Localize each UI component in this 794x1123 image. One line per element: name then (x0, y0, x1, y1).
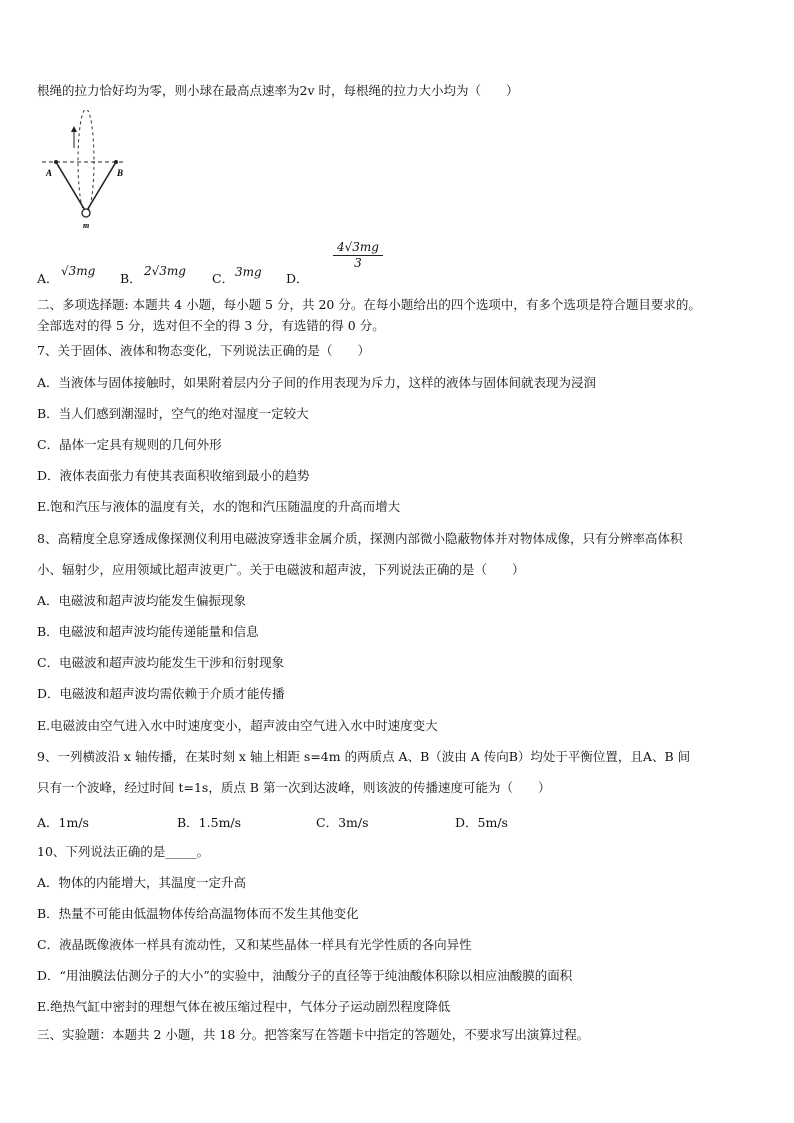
q9-stem-line2: 只有一个波峰，经过时间 t=1s，质点 B 第一次到达波峰，则该波的传播速度可能为（ ） (37, 780, 551, 795)
q9-option-d: D．5m/s (455, 815, 508, 830)
q8-stem-line1: 8、高精度全息穿透成像探测仪利用电磁波穿透非金属介质，探测内部微小隐蔽物体并对物体成像，只有分辨率高体积 (37, 531, 683, 546)
q6-option-d-letter: D． (286, 271, 309, 286)
q6-options (37, 240, 397, 286)
q6-option-c-letter: C． (212, 271, 235, 286)
q8-option-a: A．电磁波和超声波均能发生偏振现象 (37, 593, 247, 608)
q9-option-b: B．1.5m/s (177, 815, 242, 830)
q7-option-c: C．晶体一定具有规则的几何外形 (37, 437, 222, 452)
q8-option-d: D．电磁波和超声波均需依赖于介质才能传播 (37, 686, 285, 701)
q6-option-b-math: 2√3mg (144, 264, 186, 278)
q8-option-c: C．电磁波和超声波均能发生干涉和衍射现象 (37, 655, 285, 670)
q6-option-d-fraction (333, 240, 383, 270)
q10-option-a: A．物体的内能增大，其温度一定升高 (37, 875, 247, 890)
q6-option-a-math: √3mg (61, 264, 96, 278)
q10-option-d: D．“用油膜法估测分子的大小”的实验中，油酸分子的直径等于纯油酸体积除以相应油酸膜的面积 (37, 968, 573, 983)
rope-a (56, 162, 86, 212)
q6-option-c-math: 3mg (235, 265, 262, 279)
point-b (114, 160, 118, 164)
q10-option-e: E.绝热气缸中密封的理想气体在被压缩过程中，气体分子运动剧烈程度降低 (37, 999, 451, 1014)
q6-option-b-letter: B． (120, 271, 142, 286)
label-b: B (117, 168, 124, 178)
q7-option-b: B．当人们感到潮湿时，空气的绝对湿度一定较大 (37, 406, 309, 421)
arrow-up-icon (71, 126, 77, 132)
pendulum-figure (38, 110, 128, 230)
q10-option-c: C．液晶既像液体一样具有流动性，又和某些晶体一样具有光学性质的各向异性 (37, 937, 472, 952)
q10-stem: 10、下列说法正确的是_____。 (37, 844, 210, 859)
q8-option-b: B．电磁波和超声波均能传递能量和信息 (37, 624, 259, 639)
q7-option-e: E.饱和汽压与液体的温度有关，水的饱和汽压随温度的升高而增大 (37, 499, 401, 514)
q8-option-e: E.电磁波由空气进入水中时速度变小，超声波由空气进入水中时速度变大 (37, 718, 438, 733)
q8-stem-line2: 小、辐射少，应用领域比超声波更广。关于电磁波和超声波，下列说法正确的是（ ） (37, 562, 525, 577)
q7-stem: 7、关于固体、液体和物态变化，下列说法正确的是（ ） (37, 343, 370, 358)
q9-stem-line1: 9、一列横波沿 x 轴传播，在某时刻 x 轴上相距 s=4m 的两质点 A、B（波由 A 传向B）均处于平衡位置，且A、B 间 (37, 749, 691, 764)
q9-option-c: C．3m/s (316, 815, 369, 830)
label-m: m (83, 221, 90, 230)
fraction-numerator: 4√3mg (337, 240, 379, 254)
q7-option-d: D．液体表面张力有使其表面积收缩到最小的趋势 (37, 468, 310, 483)
ball (82, 209, 90, 217)
q6-stem-tail: 根绳的拉力恰好均为零，则小球在最高点速率为2v 时，每根绳的拉力大小均为（ ） (37, 83, 519, 98)
point-a (54, 160, 58, 164)
q10-option-b: B．热量不可能由低温物体传给高温物体而不发生其他变化 (37, 906, 359, 921)
section2-heading-line1: 二、多项选择题: 本题共 4 小题，每小题 5 分，共 20 分。在每小题给出的四个选项中，有多个选项是符合题目要求的。 (37, 297, 701, 312)
label-a: A (46, 168, 53, 178)
fraction-denominator: 3 (333, 255, 383, 270)
section3-heading: 三、实验题：本题共 2 小题，共 18 分。把答案写在答题卡中指定的答题处，不要求写出演算过程。 (37, 1027, 590, 1042)
q9-option-a: A．1m/s (37, 815, 89, 830)
q6-option-a-letter: A． (37, 271, 59, 286)
q7-option-a: A．当液体与固体接触时，如果附着层内分子间的作用表现为斥力，这样的液体与固体间就表现为浸润 (37, 375, 597, 390)
section2-heading-line2: 全部选对的得 5 分，选对但不全的得 3 分，有选错的得 0 分。 (37, 318, 385, 333)
